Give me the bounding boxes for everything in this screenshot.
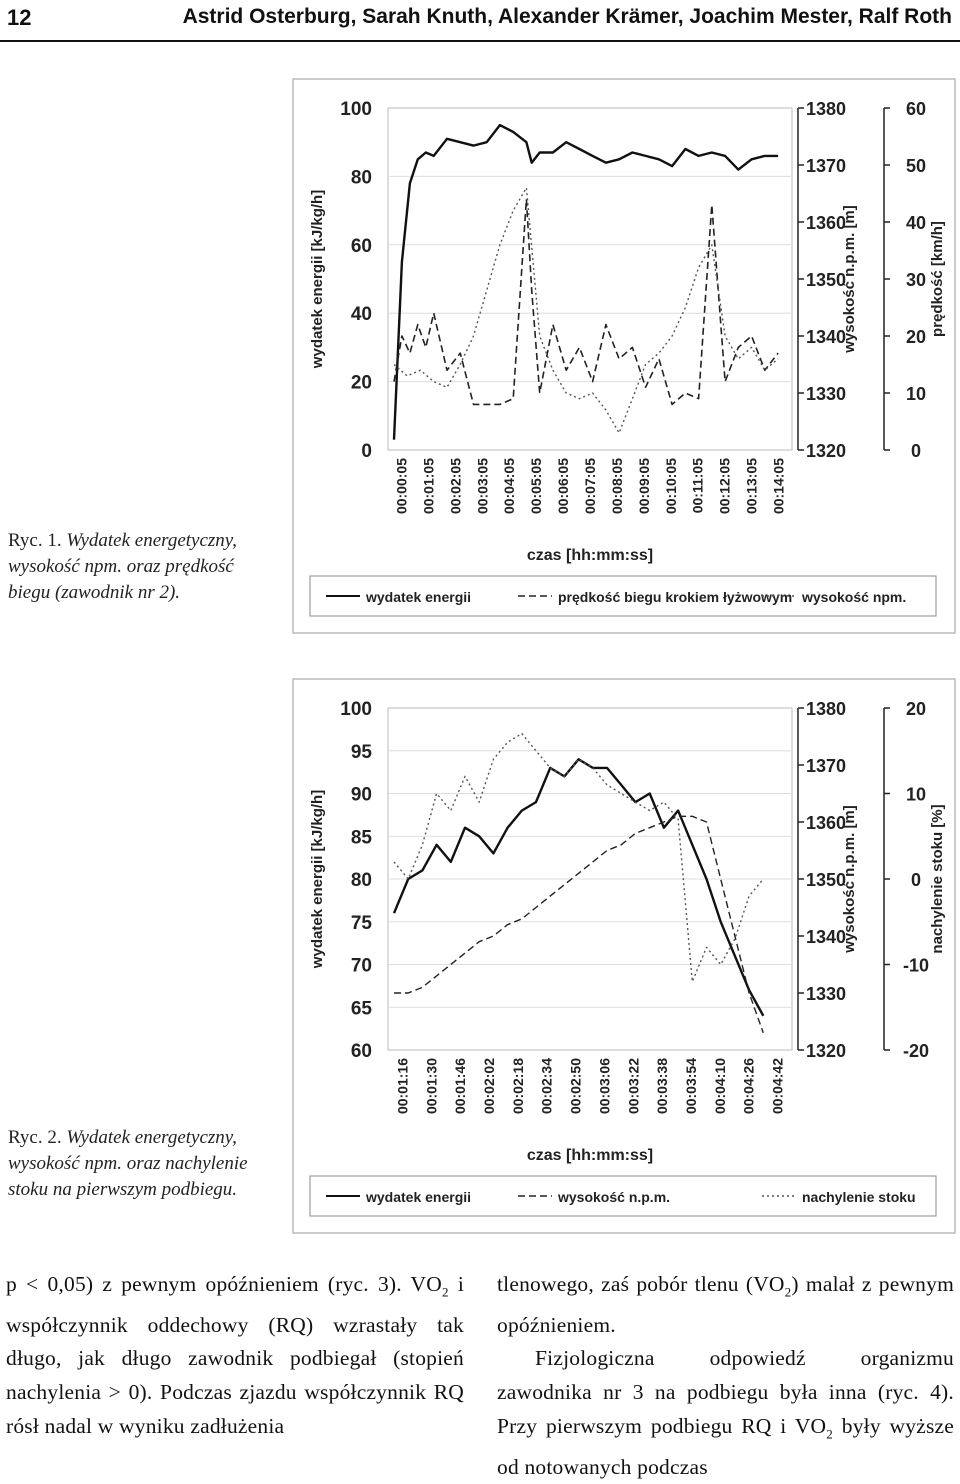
left-tick-label: 80	[350, 870, 372, 891]
x-tick-label: 00:02:05	[447, 458, 464, 515]
right-tick-label: 1340	[806, 927, 847, 947]
x-tick-label: 00:03:05	[474, 458, 491, 515]
x-tick-label: 00:08:05	[608, 458, 625, 515]
right-tick-label: 1370	[806, 756, 847, 776]
body-text: Fizjologiczna odpowiedź organizmu zawodnika nr 3 na podbiegu była inna (ryc. 4). Przy pierwszym podbiegu RQ i VO	[497, 1346, 954, 1438]
third-tick-label: 50	[905, 156, 927, 176]
left-tick-label: 75	[350, 912, 372, 934]
figure-2-caption-text: Wydatek energetyczny, wysokość npm. oraz nachylenie stoku na pierwszym podbiegu.	[8, 1127, 248, 1200]
right-tick-label: 1330	[806, 984, 847, 1004]
chart-2-group	[293, 679, 955, 1233]
x-tick-label: 00:02:50	[567, 1058, 584, 1115]
x-tick-label: 00:01:30	[423, 1058, 440, 1115]
legend	[310, 1176, 936, 1216]
legend-label-0: wydatek energii	[366, 589, 472, 605]
right-tick-label: 1350	[806, 870, 847, 890]
figure-1	[292, 78, 956, 634]
legend-label-1: prędkość biegu krokiem łyżwowym	[558, 589, 793, 605]
third-tick-label: 10	[905, 384, 927, 404]
page-header	[0, 0, 960, 42]
left-tick-label: 90	[350, 784, 372, 806]
left-tick-label: 70	[350, 955, 372, 977]
left-tick-label: 100	[340, 699, 372, 720]
left-axis-label: wydatek energii [kJ/kg/h]	[309, 789, 326, 969]
right-axis-label: wysokość n.p.m. [m]	[841, 205, 858, 353]
right-tick-label: 1370	[806, 156, 847, 176]
right-tick-label: 1330	[806, 384, 847, 404]
body-paragraph	[6, 1268, 464, 1443]
x-tick-label: 00:04:05	[501, 458, 518, 515]
header-rule	[0, 40, 960, 42]
legend-label-0: wydatek energii	[366, 1189, 472, 1205]
right-tick-label: 1350	[806, 270, 847, 290]
x-tick-label: 00:02:34	[538, 1058, 555, 1115]
right-tick-label: 1360	[806, 213, 847, 233]
x-tick-label: 00:06:05	[555, 458, 572, 515]
body-column-right	[497, 1268, 954, 1484]
left-tick-label: 100	[340, 99, 372, 120]
body-text: tlenowego, zaś pobór tlenu (VO	[497, 1272, 785, 1296]
figure-2	[292, 678, 956, 1234]
third-tick-label: 10	[905, 784, 927, 805]
right-tick-label: 1380	[806, 99, 847, 119]
left-tick-label: 60	[350, 235, 372, 257]
body-text: ) malał z pewnym opóźnieniem.	[497, 1272, 955, 1337]
left-tick-label: 40	[350, 304, 372, 326]
left-tick-label: 60	[350, 1041, 372, 1062]
x-tick-label: 00:02:02	[481, 1058, 497, 1115]
x-tick-label: 00:10:05	[662, 458, 679, 515]
body-text: były wyższe od notowanych podczas	[497, 1413, 955, 1479]
x-tick-label: 00:03:54	[683, 1058, 699, 1115]
right-axis-label: wysokość n.p.m. [m]	[841, 805, 858, 953]
x-tick-label: 00:01:46	[452, 1058, 469, 1115]
x-tick-label: 00:04:26	[740, 1058, 757, 1115]
body-paragraph	[497, 1342, 954, 1484]
x-tick-label: 00:09:05	[635, 458, 652, 515]
x-tick-label: 00:03:22	[625, 1058, 642, 1115]
x-tick-label: 00:00:05	[393, 458, 410, 515]
page-number: 12	[7, 5, 32, 30]
x-tick-label: 00:04:42	[769, 1058, 786, 1115]
x-tick-label: 00:14:05	[770, 458, 787, 515]
right-tick-label: 1360	[806, 813, 847, 833]
left-tick-label: 85	[350, 827, 372, 849]
x-tick-label: 00:01:16	[394, 1058, 411, 1115]
body-column-left	[6, 1268, 464, 1443]
subscript: 2	[826, 1425, 833, 1441]
left-tick-label: 95	[350, 741, 372, 763]
figure-2-caption	[8, 1125, 273, 1203]
x-tick-label: 00:02:18	[509, 1058, 526, 1115]
figure-1-label: Ryc. 1.	[8, 530, 62, 551]
x-tick-label: 00:04:10	[711, 1058, 728, 1115]
right-tick-label: 1380	[806, 699, 847, 719]
body-text: p < 0,05) z pewnym opóźnieniem (ryc. 3). VO	[6, 1272, 443, 1296]
chart-1-group	[293, 79, 955, 633]
left-tick-label: 20	[350, 372, 372, 394]
legend-label-2: nachylenie stoku	[802, 1189, 916, 1205]
body-text: i współczynnik oddechowy (RQ) wzrastały tak długo, jak długo zawodnik podbiegał (stopień nachylenia > 0). Podczas zjazdu współczynnik RQ rósł nadal w wyniku zadłużenia	[6, 1272, 464, 1438]
third-tick-label: -20	[902, 1041, 930, 1061]
x-tick-label: 00:13:05	[743, 458, 760, 515]
right-tick-label: 1320	[806, 1041, 847, 1061]
running-head-authors: Astrid Osterburg, Sarah Knuth, Alexander Krämer, Joachim Mester, Ralf Roth	[182, 5, 952, 28]
legend-label-2: wysokość npm.	[802, 589, 907, 605]
right-tick-label: 1320	[806, 441, 847, 461]
figure-2-label: Ryc. 2.	[8, 1127, 62, 1148]
x-tick-label: 00:12:05	[716, 458, 733, 515]
third-tick-label: 0	[910, 441, 922, 461]
third-tick-label: 40	[905, 213, 927, 233]
subscript: 2	[784, 1284, 792, 1300]
body-paragraph	[497, 1268, 954, 1342]
x-tick-label: 00:03:06	[596, 1058, 613, 1115]
third-tick-label: 30	[905, 270, 927, 290]
x-tick-label: 00:03:38	[654, 1058, 671, 1115]
figure-1-caption	[8, 528, 273, 606]
x-axis-label: czas [hh:mm:ss]	[526, 1147, 654, 1164]
third-tick-label: 60	[905, 99, 927, 119]
third-axis-label: prędkość [km/h]	[929, 221, 946, 337]
left-tick-label: 65	[350, 998, 372, 1020]
third-tick-label: -10	[902, 955, 930, 976]
figure-1-chart	[292, 78, 956, 634]
x-tick-label: 00:11:05	[689, 458, 706, 514]
x-tick-label: 00:05:05	[528, 458, 545, 515]
right-tick-label: 1340	[806, 327, 847, 347]
left-axis-label: wydatek energii [kJ/kg/h]	[309, 189, 326, 369]
figure-1-caption-text: Wydatek energetyczny, wysokość npm. oraz prędkość biegu (zawodnik nr 2).	[8, 530, 237, 603]
x-tick-label: 00:01:05	[420, 458, 437, 515]
third-axis-label: nachylenie stoku [%]	[929, 804, 946, 954]
x-axis-label: czas [hh:mm:ss]	[526, 547, 654, 564]
legend-label-1: wysokość n.p.m.	[558, 1189, 671, 1205]
figure-2-chart	[292, 678, 956, 1234]
third-tick-label: 20	[905, 699, 927, 719]
third-tick-label: 0	[910, 870, 922, 890]
legend	[310, 576, 936, 616]
third-tick-label: 20	[905, 327, 927, 347]
left-tick-label: 80	[350, 167, 372, 189]
x-tick-label: 00:07:05	[582, 458, 598, 515]
subscript: 2	[442, 1284, 449, 1300]
left-tick-label: 0	[361, 441, 372, 462]
